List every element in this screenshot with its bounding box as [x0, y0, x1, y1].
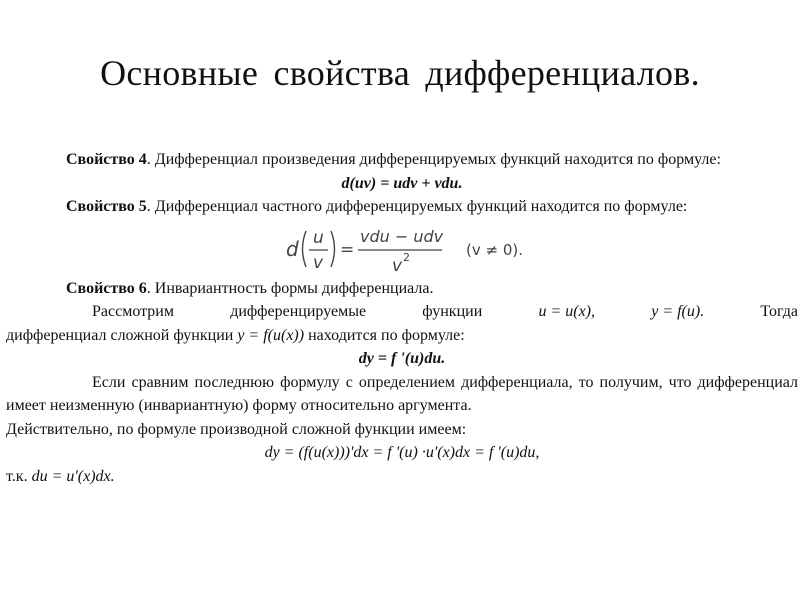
paragraph-consider-line1	[6, 300, 798, 324]
property-4-paragraph	[6, 148, 798, 172]
property-6-paragraph	[6, 277, 798, 301]
word-then: Тогда	[760, 303, 798, 320]
formula-dy: dy = f '(u)du.	[358, 350, 446, 367]
paragraph-since	[6, 465, 798, 489]
formula-rhs-num: vdu − udv	[360, 226, 444, 246]
word-differentiable: дифференцируемые	[230, 303, 367, 320]
formula-num: u	[313, 227, 324, 248]
since-formula: du = u'(x)dx.	[31, 467, 115, 485]
composite-formula: y = f(u(x))	[237, 326, 305, 344]
composite-suffix: находится по формуле:	[304, 326, 465, 344]
paren-left-icon	[303, 231, 307, 267]
func-u: u = u(x),	[538, 303, 596, 320]
page-title: Основные свойства дифференциалов.	[100, 53, 700, 93]
property-5-text: . Дифференциал частного дифференцируемых функций находится по формуле:	[146, 198, 688, 215]
paragraph-consider-line2	[6, 324, 798, 348]
since-prefix: т.к.	[6, 467, 32, 485]
word-functions: функции	[422, 303, 483, 320]
word-consider: Рассмотрим	[92, 303, 174, 320]
property-4-text: . Дифференциал произведения дифференцируемых функций находится по формуле:	[146, 151, 721, 168]
formula-condition: (v ≠ 0).	[466, 240, 523, 259]
property-6-text: . Инвариантность формы дифференциала.	[146, 279, 434, 297]
formula-quotient	[6, 219, 798, 277]
property-4-label: Свойство 4	[66, 151, 147, 168]
formula-chain-rule: dy = (f(u(x)))'dx = f '(u) ·u'(x)dx = f '(u)du,	[264, 444, 540, 461]
formula-eq: =	[340, 239, 355, 260]
property-6-label: Свойство 6	[66, 279, 147, 297]
quotient-formula-image	[284, 221, 544, 277]
property-5-paragraph	[6, 195, 798, 219]
composite-prefix: дифференциал сложной функции	[6, 326, 238, 344]
formula-rhs-den: v	[392, 255, 403, 276]
slide-body	[6, 148, 798, 488]
func-y: y = f(u).	[651, 303, 705, 320]
paragraph-compare: Если сравним последнюю формулу с определением дифференциала, то получим, что дифференциал имеет неизменную (инвариантную) форму относительно аргумента.	[6, 373, 798, 414]
formula-den: v	[313, 252, 324, 273]
formula-d: d	[286, 236, 299, 261]
paragraph-indeed: Действительно, по формуле производной сложной функции имеем:	[6, 420, 467, 438]
property-5-label: Свойство 5	[66, 198, 147, 215]
formula-product: d(uv) = udv + vdu.	[341, 174, 463, 192]
paren-right-icon	[331, 231, 335, 267]
formula-rhs-exp: 2	[403, 250, 410, 264]
